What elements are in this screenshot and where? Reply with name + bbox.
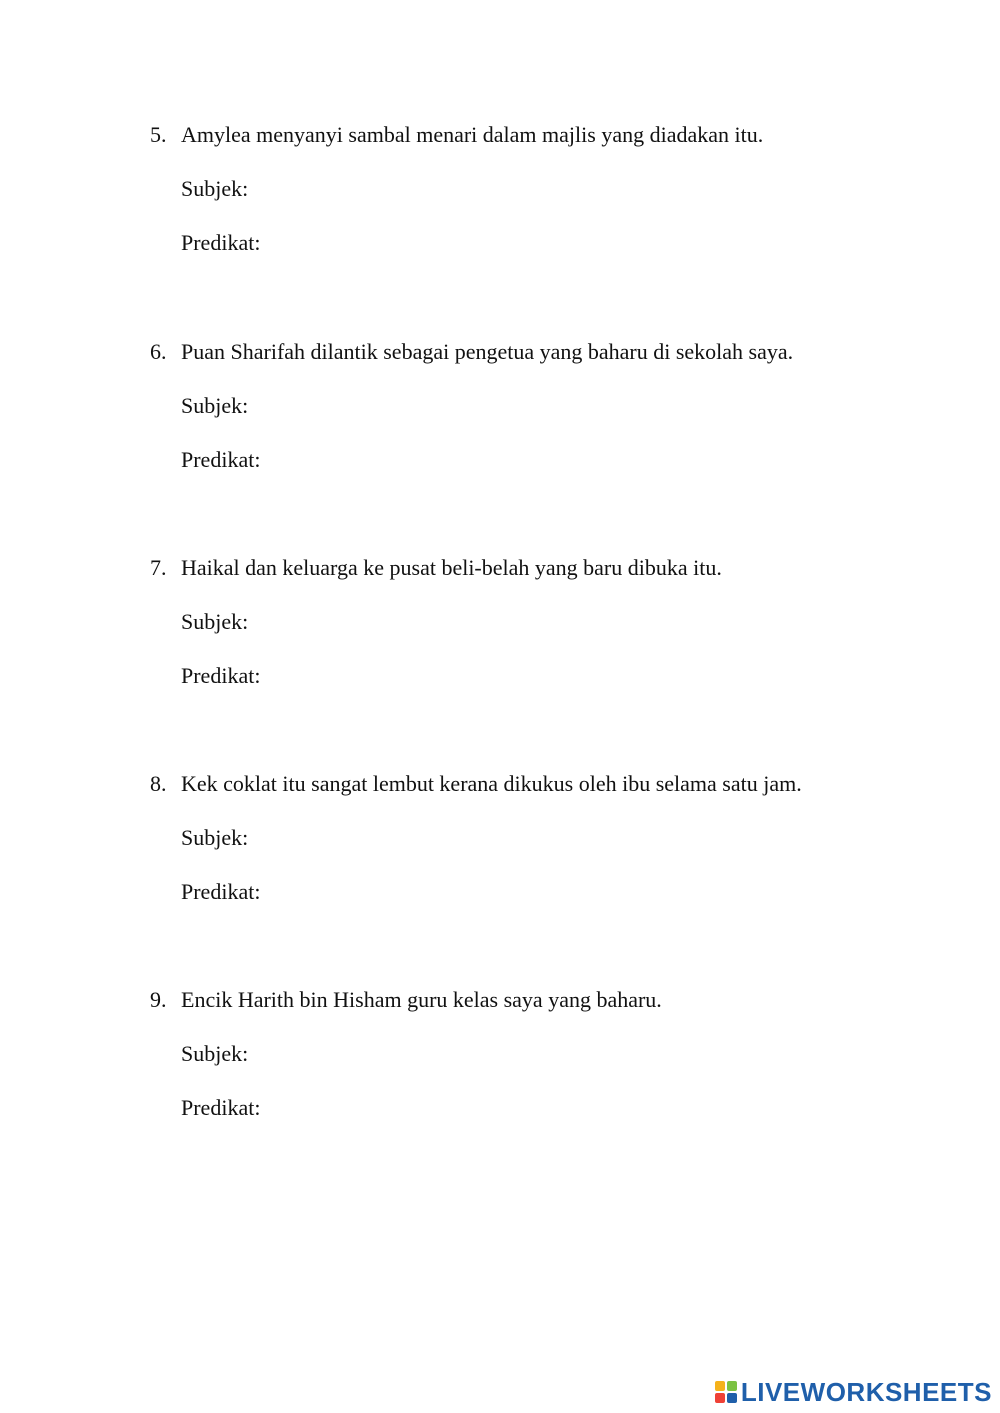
question-sentence: Encik Harith bin Hisham guru kelas saya yang baharu. [181, 987, 662, 1012]
question-sentence: Kek coklat itu sangat lembut kerana dikukus oleh ibu selama satu jam. [181, 771, 802, 796]
question-8 [0, 770, 1000, 930]
question-9 [0, 986, 1000, 1146]
predicate-label: Predikat: [181, 663, 261, 688]
logo-square [715, 1381, 725, 1391]
subject-row [181, 824, 881, 856]
logo-square [715, 1393, 725, 1403]
subject-row [181, 392, 881, 424]
predicate-answer-input[interactable] [277, 878, 841, 908]
logo-text: LIVEWORKSHEETS [740, 1376, 992, 1407]
subject-label: Subjek: [181, 393, 249, 418]
question-5 [0, 121, 1000, 281]
predicate-answer-input[interactable] [277, 446, 841, 476]
predicate-row [181, 446, 881, 478]
predicate-label: Predikat: [181, 230, 261, 255]
question-7 [0, 554, 1000, 714]
subject-answer-input[interactable] [277, 824, 841, 854]
question-number: 9. [150, 987, 167, 1012]
predicate-answer-input[interactable] [277, 1094, 841, 1124]
subject-label: Subjek: [181, 609, 249, 634]
predicate-row [181, 662, 881, 694]
question-sentence: Puan Sharifah dilantik sebagai pengetua yang baharu di sekolah saya. [181, 339, 794, 364]
subject-label: Subjek: [181, 176, 249, 201]
predicate-label: Predikat: [181, 879, 261, 904]
predicate-answer-input[interactable] [277, 229, 841, 259]
predicate-row [181, 1094, 881, 1126]
liveworksheets-logo [715, 1377, 992, 1407]
predicate-row [181, 878, 881, 910]
liveworksheets-logo-icon [715, 1381, 737, 1403]
question-6 [0, 338, 1000, 498]
predicate-label: Predikat: [181, 447, 261, 472]
question-number: 5. [150, 122, 167, 147]
subject-label: Subjek: [181, 825, 249, 850]
logo-square [727, 1393, 737, 1403]
subject-label: Subjek: [181, 1041, 249, 1066]
subject-answer-input[interactable] [277, 608, 841, 638]
question-number: 6. [150, 339, 167, 364]
logo-square [727, 1381, 737, 1391]
question-number: 8. [150, 771, 167, 796]
question-sentence: Amylea menyanyi sambal menari dalam majlis yang diadakan itu. [181, 122, 764, 147]
subject-row [181, 175, 881, 207]
predicate-answer-input[interactable] [277, 662, 841, 692]
subject-answer-input[interactable] [277, 392, 841, 422]
subject-row [181, 608, 881, 640]
question-number: 7. [150, 555, 167, 580]
question-sentence: Haikal dan keluarga ke pusat beli-belah yang baru dibuka itu. [181, 555, 722, 580]
predicate-row [181, 229, 881, 261]
subject-answer-input[interactable] [277, 175, 841, 205]
subject-answer-input[interactable] [277, 1040, 841, 1070]
subject-row [181, 1040, 881, 1072]
predicate-label: Predikat: [181, 1095, 261, 1120]
